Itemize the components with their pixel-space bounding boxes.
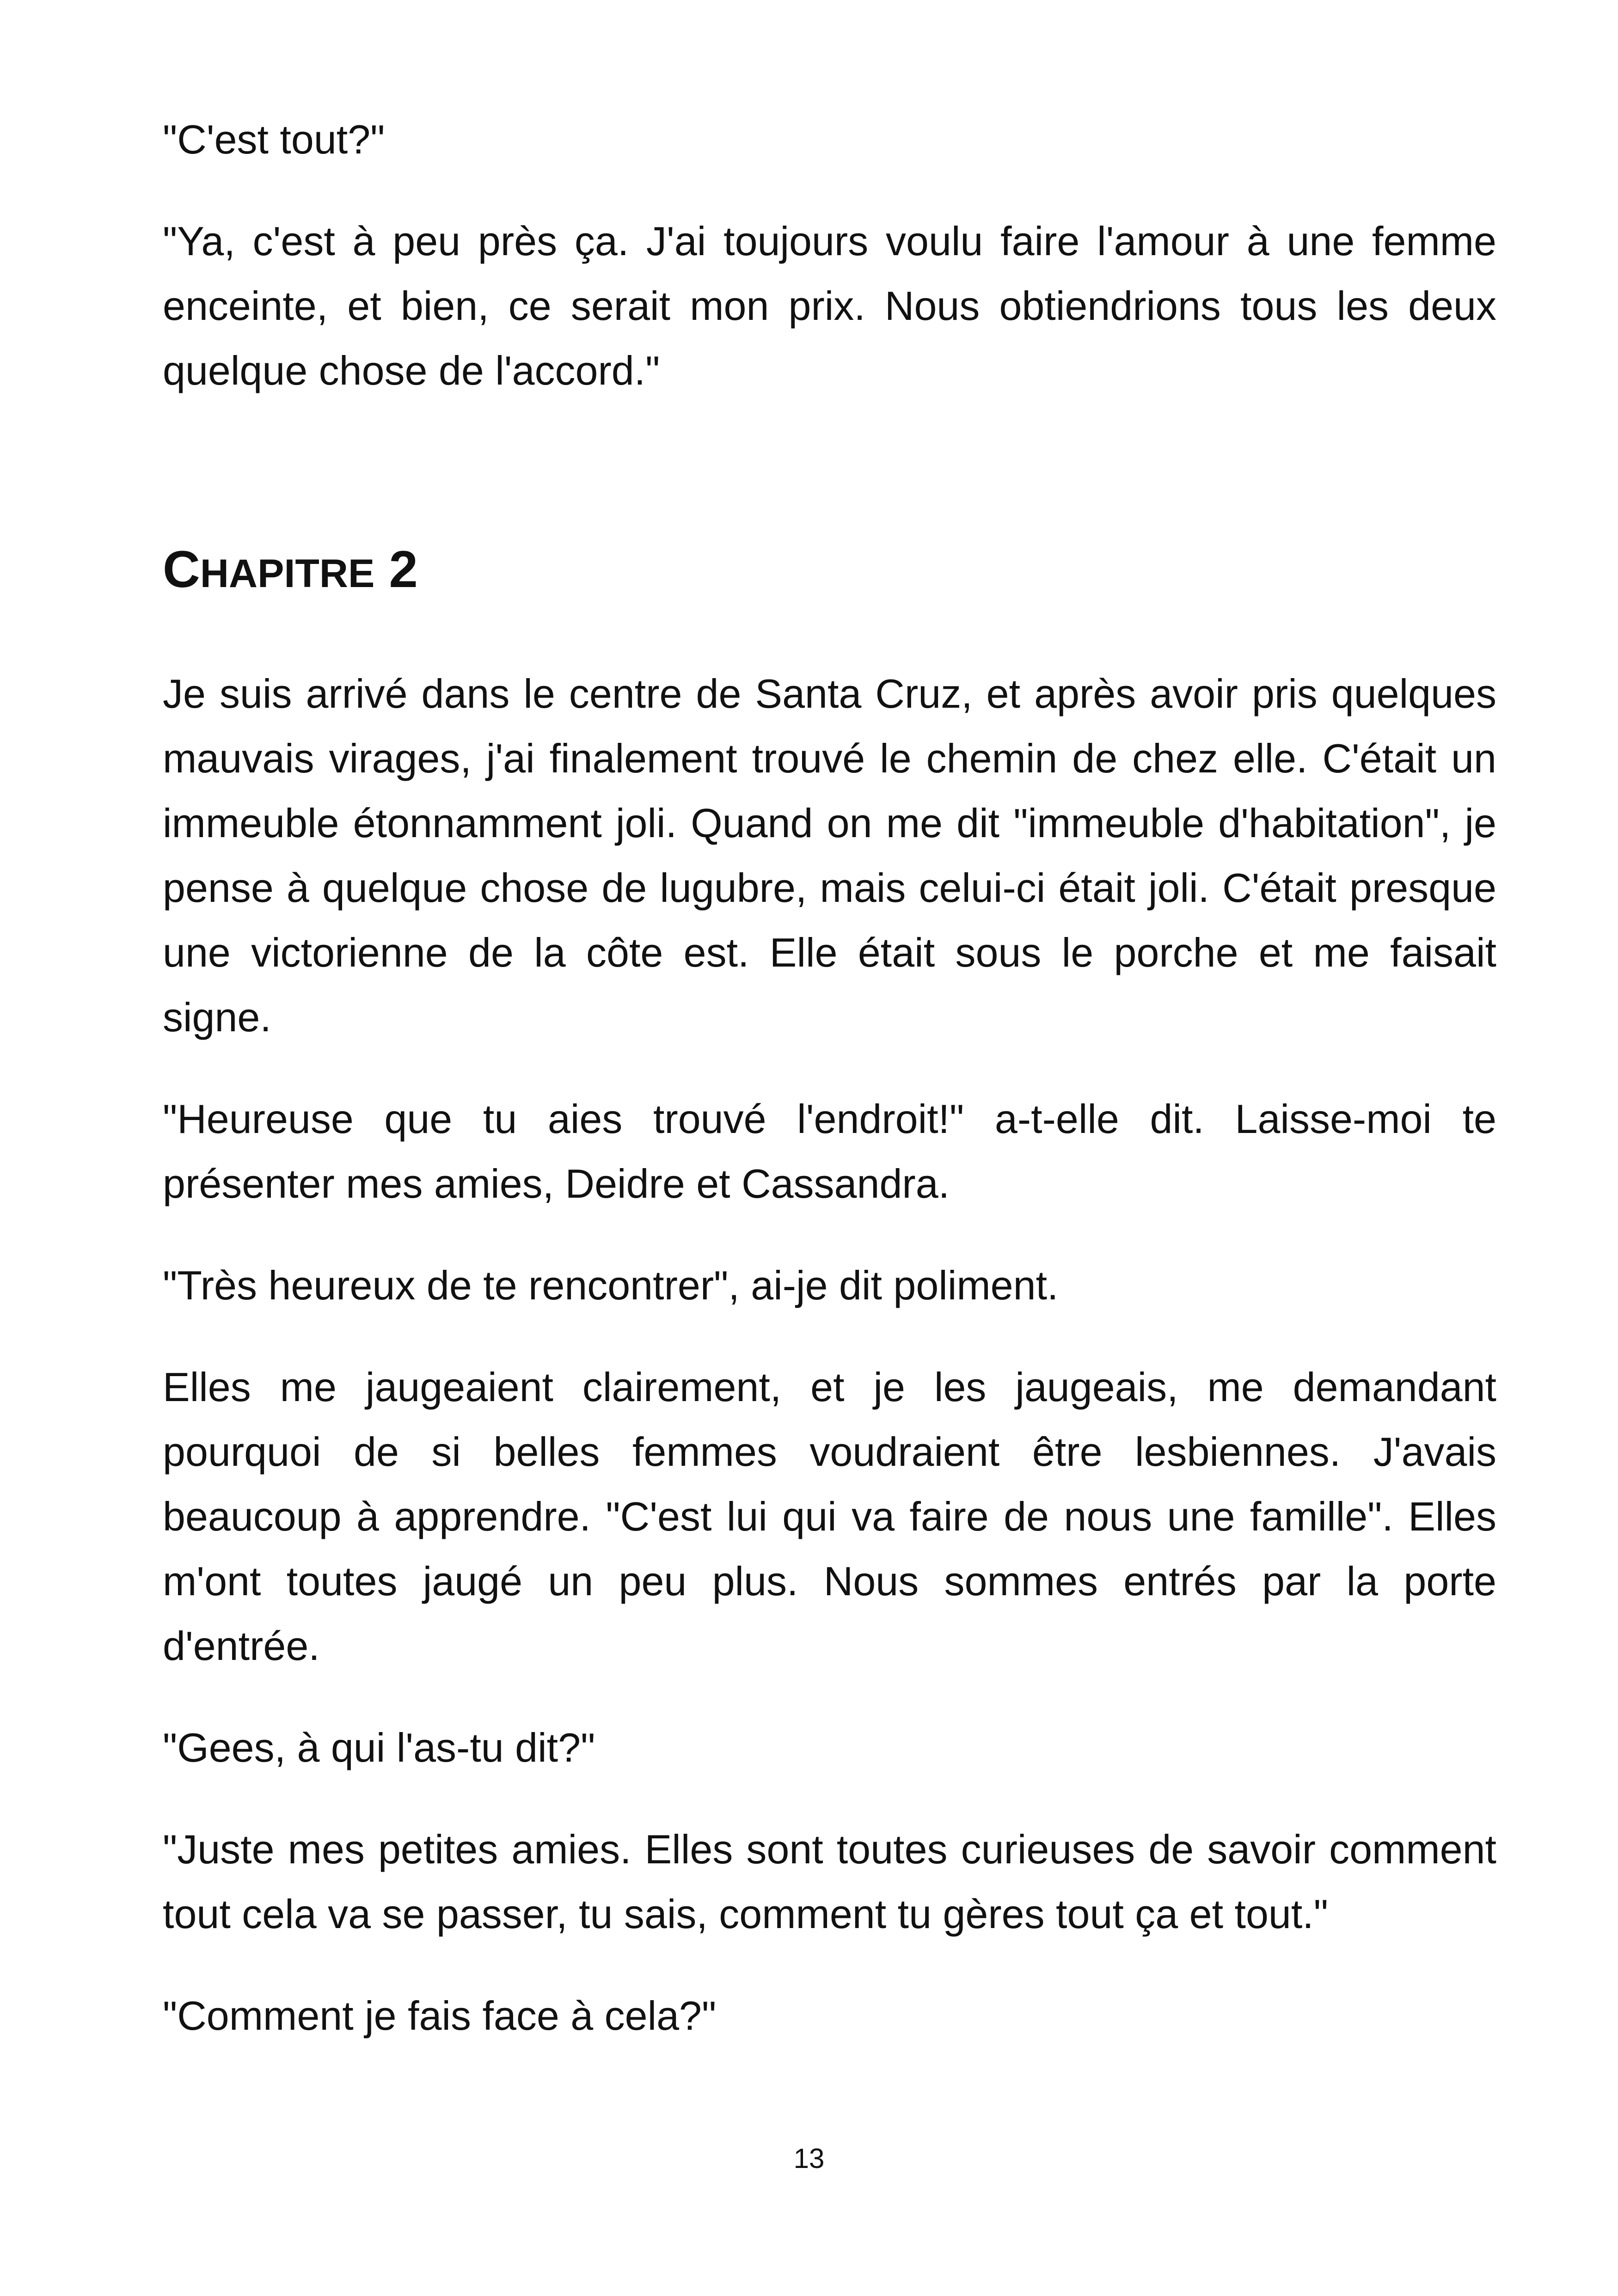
- paragraph: "C'est tout?": [163, 116, 385, 162]
- paragraph: "Comment je fais face à cela?": [163, 1993, 717, 2039]
- chapter-heading: [163, 537, 1496, 606]
- paragraph: Je suis arrivé dans le centre de Santa Cruz, et après avoir pris quelques mauvais virages, j'ai finalement trouvé le chemin de chez elle. C'était un immeuble étonnamment joli. Quand on me dit "immeuble d'habitation", je pense à quelque chose de lugubre, mais celui-ci était joli. C'était presque une victorienne de la côte est. Elle était sous le porche et me faisait signe.: [163, 671, 1496, 1040]
- chapter-word: HAPITRE: [200, 551, 375, 596]
- paragraph: "Très heureux de te rencontrer", ai-je dit poliment.: [163, 1262, 1059, 1308]
- paragraph: "Gees, à qui l'as-tu dit?": [163, 1725, 595, 1770]
- paragraph: Elles me jaugeaient clairement, et je les jaugeais, me demandant pourquoi de si belles femmes voudraient être lesbiennes. J'avais beaucoup à apprendre. "C'est lui qui va faire de nous une famille". Elles m'ont toutes jaugé un peu plus. Nous sommes entrés par la porte d'entrée.: [163, 1364, 1496, 1669]
- paragraph: "Juste mes petites amies. Elles sont toutes curieuses de savoir comment tout cela va se passer, tu sais, comment tu gères tout ça et tout.": [163, 1826, 1496, 1937]
- text-column: [163, 107, 1496, 2048]
- chapter-number: 2: [389, 540, 418, 598]
- chapter-initial: C: [163, 540, 200, 598]
- paragraph: "Ya, c'est à peu près ça. J'ai toujours voulu faire l'amour à une femme enceinte, et bien, ce serait mon prix. Nous obtiendrions tous les deux quelque chose de l'accord.": [163, 218, 1496, 393]
- page-number: 13: [793, 2143, 825, 2174]
- paragraph: "Heureuse que tu aies trouvé l'endroit!" a-t-elle dit. Laisse-moi te présenter mes amies, Deidre et Cassandra.: [163, 1096, 1496, 1206]
